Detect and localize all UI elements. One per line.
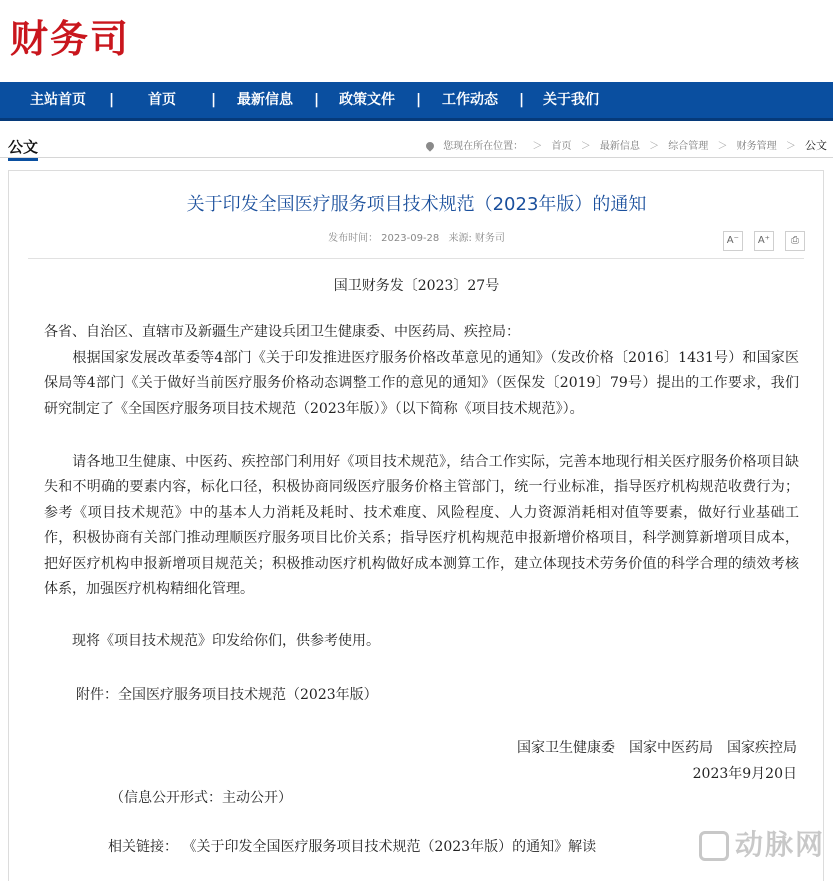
watermark-logo-icon bbox=[699, 831, 729, 861]
breadcrumb: 您现在所在位置： ＞ 首页 ＞ 最新信息 ＞ 综合管理 ＞ 财务管理 ＞ 公文 bbox=[426, 137, 827, 153]
watermark bbox=[699, 823, 825, 863]
site-logo[interactable]: 财务司 bbox=[10, 17, 131, 61]
article-tools bbox=[717, 228, 805, 251]
breadcrumb-general-management[interactable]: 综合管理 bbox=[668, 141, 709, 152]
source-value: 财务司 bbox=[474, 233, 505, 244]
breadcrumb-current[interactable]: 公文 bbox=[805, 139, 827, 152]
disclosure-form: （信息公开形式：主动公开） bbox=[110, 790, 292, 806]
related-label: 相关链接： bbox=[108, 839, 178, 855]
related-links bbox=[108, 836, 596, 856]
article-meta bbox=[0, 229, 833, 244]
publish-label: 发布时间： bbox=[328, 233, 379, 244]
font-increase-icon[interactable]: A⁺ bbox=[754, 231, 774, 251]
print-icon[interactable]: ⎙ bbox=[785, 231, 805, 251]
font-decrease-icon[interactable]: A⁻ bbox=[723, 231, 743, 251]
related-link[interactable]: 《关于印发全国医疗服务项目技术规范（2023年版）的通知》解读 bbox=[182, 839, 597, 855]
publish-date: 2023-09-28 bbox=[381, 233, 440, 244]
article-title: 关于印发全国医疗服务项目技术规范（2023年版）的通知 bbox=[186, 194, 647, 215]
watermark-text: 动脉网 bbox=[734, 828, 825, 861]
nav-separator: | bbox=[314, 92, 320, 108]
section-tag: 公文 bbox=[8, 136, 38, 161]
main-nav bbox=[0, 82, 833, 121]
location-pin-icon bbox=[424, 140, 435, 151]
nav-work-news[interactable]: 工作动态 bbox=[442, 92, 498, 108]
nav-separator: | bbox=[211, 92, 217, 108]
signature-date: 2023年9月20日 bbox=[692, 766, 797, 782]
attachment-line[interactable]: 附件：全国医疗服务项目技术规范（2023年版） bbox=[76, 687, 378, 703]
paragraph-2: 请各地卫生健康、中医药、疾控部门利用好《项目技术规范》，结合工作实际，完善本地现行相关医疗服务价格项目缺失和不明确的要素内容，标化口径，积极协商同级医疗服务价格主管部门，统一行业标准，指导医疗机构规范收费行为；参考《项目技术规范》中的基本人力消耗及耗时、技术难度、风险程度、人力资源消耗相对值等要素，做好行业基础工作，积极协商有关部门推动理顺医疗服务项目比价关系；指导医疗机构规范申报新增价格项目，科学测算新增项目成本，把好医疗机构申报新增项目规范关；积极推动医疗机构做好成本测算工作，建立体现技术劳务价值的科学合理的绩效考核体系，加强医疗机构精细化管理。 bbox=[44, 454, 799, 598]
paragraph-3: 现将《项目技术规范》印发给你们，供参考使用。 bbox=[44, 633, 380, 649]
document-number: 国卫财务发〔2023〕27号 bbox=[333, 278, 500, 294]
breadcrumb-home[interactable]: 首页 bbox=[551, 141, 572, 152]
article-divider bbox=[28, 258, 804, 259]
signers: 国家卫生健康委 国家中医药局 国家疾控局 bbox=[517, 740, 797, 756]
source-label: 来源: bbox=[448, 233, 472, 244]
nav-policy-files[interactable]: 政策文件 bbox=[339, 92, 395, 108]
breadcrumb-latest-info[interactable]: 最新信息 bbox=[599, 141, 640, 152]
nav-separator: | bbox=[519, 92, 525, 108]
nav-main-home[interactable]: 主站首页 bbox=[30, 92, 86, 108]
salutation: 各省、自治区、直辖市及新疆生产建设兵团卫生健康委、中医药局、疾控局： bbox=[44, 324, 520, 340]
paragraph-1: 根据国家发展改革委等4部门《关于印发推进医疗服务价格改革意见的通知》（发改价格〔2016〕1431号）和国家医保局等4部门《关于做好当前医疗服务价格动态调整工作的意见的通知》（医保发〔2019〕79号）提出的工作要求，我们研究制定了《全国医疗服务项目技术规范（2023年版）》（以下简称《项目技术规范》）。 bbox=[44, 350, 799, 417]
section-divider bbox=[0, 157, 833, 158]
nav-separator: | bbox=[416, 92, 422, 108]
breadcrumb-prefix: 您现在所在位置： bbox=[443, 141, 524, 152]
nav-latest-info[interactable]: 最新信息 bbox=[237, 92, 293, 108]
breadcrumb-financial-management[interactable]: 财务管理 bbox=[736, 141, 777, 152]
nav-about-us[interactable]: 关于我们 bbox=[543, 92, 599, 108]
nav-separator: | bbox=[109, 92, 115, 108]
nav-home[interactable]: 首页 bbox=[148, 92, 176, 108]
